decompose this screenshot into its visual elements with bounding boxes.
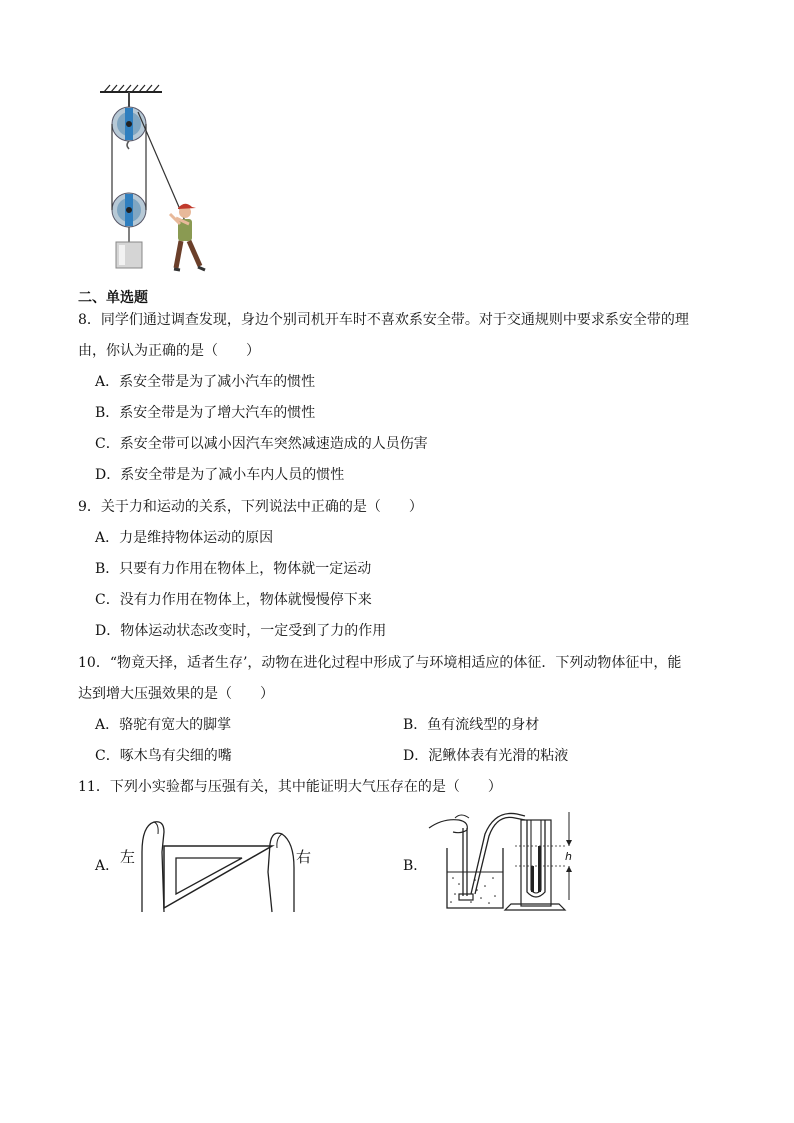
q8-option-d: D．系安全带是为了减小车内人员的惯性 [95, 467, 345, 483]
figure-a-right-label: 右 [296, 848, 312, 866]
q10-option-c: C．啄木鸟有尖细的嘴 [95, 748, 232, 764]
q10-option-d: D．泥鳅体表有光滑的粘液 [403, 748, 569, 764]
q8-option-a: A．系安全带是为了减小汽车的惯性 [95, 374, 316, 390]
figure-a-triangle-ruler [112, 812, 322, 916]
q10-option-a: A．骆驼有宽大的脚掌 [95, 717, 232, 733]
person-pulling-icon [170, 204, 205, 270]
q9-option-c: C．没有力作用在物体上，物体就慢慢停下来 [95, 592, 372, 608]
q10-stem-line1: 10．“物竟天择，适者生存’，动物在进化过程中形成了与环境相适应的体征．下列动物体征中，能 [78, 655, 682, 671]
figure-b-manometer [425, 806, 595, 916]
q11-option-a-label: A． [95, 858, 120, 874]
q9-option-d: D．物体运动状态改变时，一定受到了力的作用 [95, 623, 387, 639]
figure-a-left-label: 左 [120, 848, 136, 866]
q9-stem: 9．关于力和运动的关系，下列说法中正确的是（ ） [78, 499, 423, 515]
section-title: 二、单选题 [78, 290, 148, 306]
q10-stem-line2: 达到增大压强效果的是（ ） [78, 686, 274, 702]
q8-stem-line2: 由，你认为正确的是（ ） [78, 343, 260, 359]
q11-stem: 11．下列小实验都与压强有关，其中能证明大气压存在的是（ ） [78, 779, 502, 795]
q11-option-b-label: B． [403, 858, 428, 874]
q8-option-b: B．系安全带是为了增大汽车的惯性 [95, 405, 316, 421]
q9-option-a: A．力是维持物体运动的原因 [95, 530, 274, 546]
q9-option-b: B．只要有力作用在物体上，物体就一定运动 [95, 561, 372, 577]
q10-option-b: B．鱼有流线型的身材 [403, 717, 540, 733]
figure-b-h-label: h [565, 850, 572, 863]
q8-stem-line1: 8．同学们通过调查发现，身边个别司机开车时不喜欢系安全带。对于交通规则中要求系安全带的理 [78, 312, 689, 328]
q8-option-c: C．系安全带可以减小因汽车突然减速造成的人员伤害 [95, 436, 428, 452]
pulley-figure [92, 82, 222, 277]
